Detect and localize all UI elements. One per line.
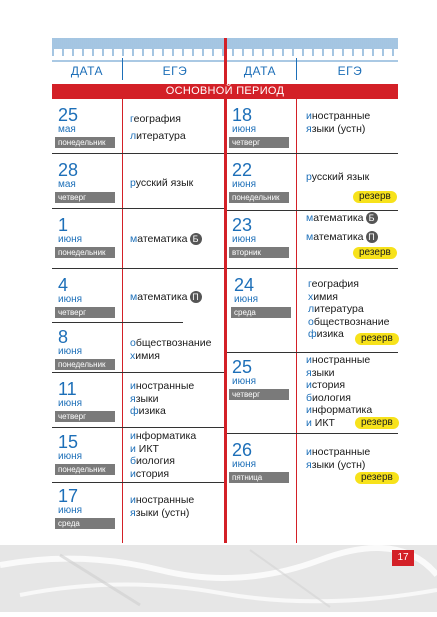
subject-item <box>130 177 193 190</box>
subject-initial: х <box>308 290 314 303</box>
subject-rest: стория <box>311 379 346 391</box>
subject-list <box>130 113 186 146</box>
subject-item <box>130 443 196 456</box>
subject-list <box>130 337 211 362</box>
subject-initial: л <box>308 303 315 315</box>
subject-rest: нформатика <box>311 404 373 416</box>
date-day: 26 <box>232 440 253 460</box>
reserve-badge: резерв <box>353 191 397 203</box>
level-badge-icon: Б <box>190 233 202 245</box>
date-day: 11 <box>58 379 77 399</box>
subject-rest: иология <box>312 391 351 404</box>
subject-initial: р <box>130 177 136 189</box>
date-day: 25 <box>58 105 79 125</box>
level-badge-icon: П <box>190 291 202 303</box>
subject-rest: зыки (устн) <box>311 458 366 471</box>
weekday-label: четверг <box>229 137 289 148</box>
subject-item <box>308 291 389 304</box>
subject-rest: ностранные <box>311 354 371 366</box>
subject-item <box>308 316 389 329</box>
subject-initial: ф <box>130 405 139 417</box>
subject-initial: и <box>306 446 312 458</box>
subject-item <box>306 171 369 184</box>
column-divider-left <box>122 99 123 543</box>
row-divider <box>227 433 398 434</box>
date-day: 8 <box>58 327 69 347</box>
weekday-label: четверг <box>55 307 115 318</box>
weekday-label: понедельник <box>55 464 115 475</box>
header-exam-left: ЕГЭ <box>162 64 188 78</box>
subject-list <box>306 212 378 249</box>
subject-initial: и <box>130 380 136 392</box>
date-month: июня <box>232 124 257 135</box>
subject-initial: ф <box>308 328 317 340</box>
date-day: 4 <box>58 275 69 295</box>
subject-rest: зыки (устн) <box>311 122 366 135</box>
subject-item <box>306 446 370 459</box>
date-month: июня <box>232 179 257 190</box>
reserve-badge: резерв <box>355 333 399 345</box>
subject-list <box>306 446 370 471</box>
row-divider <box>227 268 398 269</box>
header-date-right: ДАТА <box>243 64 277 78</box>
header-date-left: ДАТА <box>70 64 104 78</box>
date-month: июня <box>58 451 83 462</box>
subject-rest: стория <box>135 467 170 480</box>
subject-item <box>308 303 389 316</box>
row-divider <box>52 322 183 323</box>
center-divider <box>224 38 227 543</box>
weekday-label: понедельник <box>229 192 289 203</box>
page-number: 17 <box>392 550 414 566</box>
subject-initial: и <box>306 354 312 366</box>
weekday-label: понедельник <box>55 137 115 148</box>
subject-initial: о <box>130 337 136 349</box>
date-day: 22 <box>232 160 253 180</box>
subject-rest: атематика <box>313 212 364 224</box>
subject-rest: нформатика <box>135 430 197 442</box>
header-exam-right: ЕГЭ <box>337 64 363 78</box>
subject-rest: ИКТ <box>311 416 335 429</box>
subject-initial: и <box>130 430 136 442</box>
subject-rest: бществознание <box>135 337 212 349</box>
reserve-badge: резерв <box>353 247 397 259</box>
level-badge-icon: П <box>366 231 378 243</box>
subject-initial: и <box>306 110 312 122</box>
subject-list <box>130 177 193 190</box>
date-month: июня <box>232 459 257 470</box>
weekday-label: вторник <box>229 247 289 258</box>
subject-initial: г <box>130 113 134 125</box>
subject-initial: м <box>130 291 138 303</box>
subject-item <box>306 392 372 405</box>
subject-item <box>306 459 370 472</box>
subject-rest: имия <box>313 290 338 303</box>
subject-item <box>306 367 372 380</box>
subject-rest: ностранные <box>135 380 195 392</box>
weekday-label: четверг <box>229 389 289 400</box>
subject-initial: б <box>130 455 137 467</box>
subject-rest: зыки <box>311 366 335 379</box>
subject-rest: изика <box>316 328 344 340</box>
subject-initial: я <box>306 458 312 471</box>
footer-texture <box>0 545 437 612</box>
subject-rest: иология <box>136 455 175 467</box>
subject-list <box>308 278 389 341</box>
row-divider <box>52 268 224 269</box>
date-day: 28 <box>58 160 79 180</box>
subject-initial: и <box>130 467 136 480</box>
subject-rest: атематика <box>137 291 188 303</box>
subject-initial: о <box>308 315 314 328</box>
subject-rest: еография <box>311 278 359 290</box>
subject-item <box>306 404 372 417</box>
subject-initial: л <box>130 129 137 142</box>
date-month: июня <box>58 234 83 245</box>
subject-rest: усский язык <box>135 177 194 189</box>
date-month: июня <box>58 294 83 305</box>
subject-item <box>306 110 370 123</box>
weekday-label: среда <box>55 518 115 529</box>
level-badge-icon: Б <box>366 212 378 224</box>
subject-item <box>130 430 196 443</box>
subject-rest: ИКТ <box>135 442 159 455</box>
date-month: июня <box>234 294 259 305</box>
subject-item <box>130 337 211 350</box>
subject-rest: зыки (устн) <box>135 506 190 519</box>
subject-initial: и <box>130 494 136 506</box>
subject-item <box>130 130 186 143</box>
subject-initial: и <box>306 404 312 416</box>
date-day: 18 <box>232 105 253 125</box>
subject-initial: я <box>130 392 136 405</box>
subject-initial: я <box>130 506 136 519</box>
subject-initial: х <box>130 349 136 362</box>
reserve-badge: резерв <box>355 417 399 429</box>
subject-rest: атематика <box>313 230 364 243</box>
header-separator <box>296 58 297 80</box>
subject-initial: и <box>306 416 312 429</box>
subject-rest: итература <box>314 303 364 315</box>
subject-rest: зыки <box>135 392 159 405</box>
date-day: 24 <box>234 275 255 295</box>
subject-list <box>130 430 196 480</box>
subject-initial: я <box>306 366 312 379</box>
date-month: июня <box>232 376 257 387</box>
subject-initial: г <box>308 278 312 290</box>
weekday-label: пятница <box>229 472 289 483</box>
subject-item <box>130 233 202 246</box>
subject-item <box>306 123 370 136</box>
subject-item <box>130 291 202 304</box>
subject-rest: ностранные <box>311 110 371 122</box>
subject-rest: усский язык <box>311 171 370 183</box>
subject-rest: бществознание <box>313 315 390 328</box>
subject-initial: и <box>130 442 136 455</box>
subject-rest: имия <box>135 349 160 362</box>
row-divider <box>52 153 224 154</box>
subject-item <box>130 380 194 393</box>
subject-list <box>130 494 194 519</box>
period-banner: ОСНОВНОЙ ПЕРИОД <box>52 84 398 99</box>
subject-rest: атематика <box>137 233 188 245</box>
subject-item <box>306 379 372 392</box>
subject-initial: м <box>306 212 314 224</box>
subject-item <box>130 507 194 520</box>
weekday-label: среда <box>231 307 291 318</box>
subject-initial: р <box>306 171 312 183</box>
subject-rest: еография <box>133 113 181 125</box>
subject-list <box>130 380 194 418</box>
date-day: 25 <box>232 357 253 377</box>
date-month: июня <box>58 346 83 357</box>
subject-initial: я <box>306 122 312 135</box>
subject-item <box>306 212 378 225</box>
subject-item <box>130 468 196 481</box>
subject-list <box>306 171 369 184</box>
date-month: июня <box>232 234 257 245</box>
subject-item <box>130 405 194 418</box>
date-day: 15 <box>58 432 79 452</box>
row-divider <box>52 208 224 209</box>
subject-rest: изика <box>138 405 166 417</box>
weekday-label: четверг <box>55 192 115 203</box>
subject-initial: и <box>306 379 312 391</box>
subject-list <box>130 291 202 304</box>
subject-item <box>130 350 211 363</box>
date-month: июня <box>58 505 83 516</box>
subject-item <box>130 393 194 406</box>
subject-item <box>130 113 186 126</box>
subject-list <box>306 110 370 135</box>
row-divider <box>52 372 224 373</box>
row-divider <box>227 210 398 211</box>
row-divider <box>227 153 398 154</box>
date-month: мая <box>58 124 76 135</box>
subject-item <box>306 354 372 367</box>
header-separator <box>122 58 123 80</box>
column-divider-right <box>296 99 297 543</box>
subject-list <box>130 233 202 246</box>
subject-item <box>308 278 389 291</box>
date-month: мая <box>58 179 76 190</box>
row-divider <box>52 482 224 483</box>
subject-initial: м <box>306 230 314 243</box>
subject-rest: ностранные <box>311 446 371 458</box>
date-day: 23 <box>232 215 253 235</box>
date-month: июня <box>58 398 83 409</box>
subject-initial: б <box>306 391 313 404</box>
row-divider <box>52 427 224 428</box>
subject-initial: м <box>130 233 138 245</box>
weekday-label: понедельник <box>55 359 115 370</box>
date-day: 1 <box>58 215 69 235</box>
row-divider <box>227 352 398 353</box>
subject-item <box>130 455 196 468</box>
subject-item <box>306 231 378 244</box>
weekday-label: четверг <box>55 411 115 422</box>
subject-rest: итература <box>136 129 186 142</box>
reserve-badge: резерв <box>355 472 399 484</box>
date-day: 17 <box>58 486 79 506</box>
weekday-label: понедельник <box>55 247 115 258</box>
subject-rest: ностранные <box>135 494 195 506</box>
subject-item <box>130 494 194 507</box>
